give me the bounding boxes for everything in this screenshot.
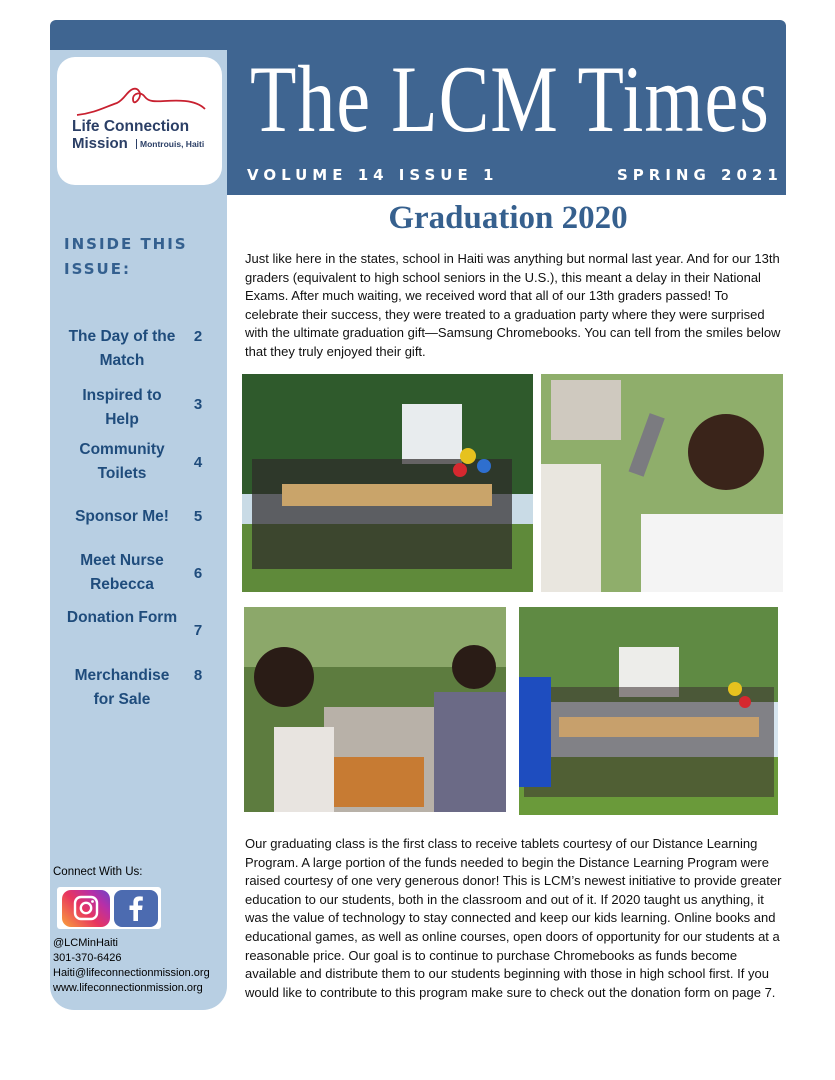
serving-food-photo: [244, 607, 506, 812]
connect-label: Connect With Us:: [53, 866, 143, 878]
email-address[interactable]: Haiti@lifeconnectionmission.org: [53, 967, 210, 979]
student-kissing-chromebook-photo: [541, 374, 783, 592]
toc-page: 8: [193, 667, 203, 684]
toc-page: 7: [193, 622, 203, 639]
toc-page: 5: [193, 508, 203, 525]
article-paragraph-2: Our graduating class is the first class to receive tablets courtesy of our Distance Learning Program. A large portion of the funds needed to begin the Distance Learning Program were raised courtesy of one very generous donor! This is LCM’s newest initiative to provide greater education to our students, both in the classroom and out of it. If 2020 taught us anything, it was the value of technology to stay connected and keep our kids learning. Online books and educational games, as well as online courses, open doors of opportunity for our students at a reasonable price. Our goal is to continue to purchase Chromebooks as funds become available and distribute them to our students beginning with those in high school first. If you would like to contribute to this program make sure to check out the donation form on page 7.: [245, 836, 782, 1000]
toc-title: Inspired to Help: [82, 387, 162, 428]
logo-line2: Mission: [72, 135, 128, 152]
masthead-season: SPRING 2021: [617, 166, 783, 184]
toc-page: 3: [193, 396, 203, 413]
toc-title: Meet Nurse Rebecca: [80, 552, 164, 593]
graduates-group-photo: [242, 374, 533, 592]
toc-page: 2: [193, 328, 203, 345]
heart-logo-icon: [75, 85, 207, 117]
facebook-icon[interactable]: [114, 890, 158, 927]
logo-line1: Life Connection: [72, 118, 190, 135]
toc-title: Donation Form: [66, 609, 178, 626]
article-paragraph-1: Just like here in the states, school in Haiti was anything but normal last year. And for our 13th graders (equivalent to high school seniors in the U.S.), this meant a delay in their National Exams. After much waiting, we received word that all of our 13th graders passed! To celebrate their success, they were treated to a graduation party where they were surprised with the ultimate graduation gift—Samsung Chromebooks. You can tell from the smiles below that they truly enjoyed their gift.: [245, 251, 781, 359]
logo-subtitle: Montrouis, Haiti: [136, 139, 204, 149]
toc-title: The Day of the Match: [68, 328, 176, 369]
toc-page: 4: [193, 454, 203, 471]
phone-number: 301-370-6426: [53, 952, 122, 964]
masthead-title: The LCM Times: [250, 47, 770, 152]
instagram-icon[interactable]: [62, 890, 110, 927]
website-link[interactable]: www.lifeconnectionmission.org: [53, 982, 203, 994]
toc-title: Community Toilets: [79, 441, 165, 482]
masthead-issue: VOLUME 14 ISSUE 1: [247, 166, 499, 184]
article-headline: Graduation 2020: [388, 200, 628, 236]
class-group-photo: [519, 607, 778, 815]
inside-this-issue-heading: INSIDE THIS ISSUE:: [64, 235, 188, 278]
toc-title: Sponsor Me!: [75, 508, 169, 525]
social-handle: @LCMinHaiti: [53, 937, 118, 949]
toc-page: 6: [193, 565, 203, 582]
toc-title: Merchandise for Sale: [74, 667, 170, 708]
